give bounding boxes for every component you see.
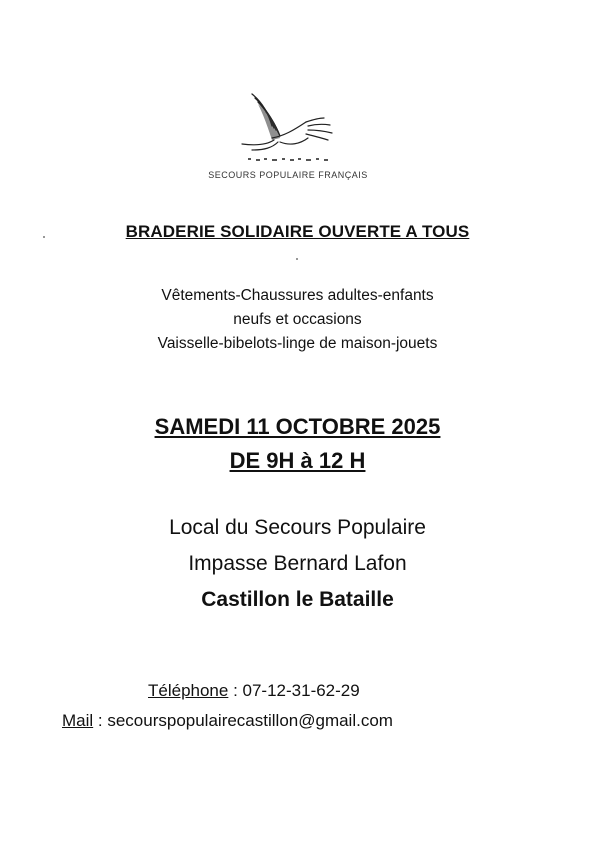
- dove-hand-icon: [208, 92, 368, 188]
- mail-separator: :: [93, 711, 108, 730]
- phone-label: Téléphone: [148, 681, 229, 700]
- phone-number: 07-12-31-62-29: [242, 681, 360, 700]
- items-line-2: neufs et occasions: [233, 311, 362, 328]
- scan-speck: [296, 258, 298, 260]
- items-line-1: Vêtements-Chaussures adultes-enfants: [161, 287, 434, 304]
- logo-text: SECOURS POPULAIRE FRANÇAIS: [208, 170, 368, 180]
- items-list: [0, 284, 595, 356]
- mail-label: Mail: [62, 711, 94, 730]
- location-line-2: Impasse Bernard Lafon: [188, 552, 407, 575]
- location-city: Castillon le Bataille: [201, 588, 394, 611]
- secours-populaire-logo: [208, 92, 368, 188]
- event-time: DE 9H à 12 H: [229, 448, 366, 473]
- location-line-1: Local du Secours Populaire: [169, 516, 426, 539]
- event-location: [0, 510, 595, 618]
- phone-separator: :: [228, 681, 243, 700]
- phone-row: [148, 676, 360, 706]
- event-date: SAMEDI 11 OCTOBRE 2025: [154, 414, 441, 439]
- items-line-3: Vaisselle-bibelots-linge de maison-jouets: [157, 335, 438, 352]
- mail-row: [62, 706, 393, 736]
- scan-speck: [43, 236, 45, 238]
- mail-address: secourspopulairecastillon@gmail.com: [107, 711, 393, 730]
- headline: BRADERIE SOLIDAIRE OUVERTE A TOUS: [125, 222, 470, 241]
- event-datetime: [0, 410, 595, 478]
